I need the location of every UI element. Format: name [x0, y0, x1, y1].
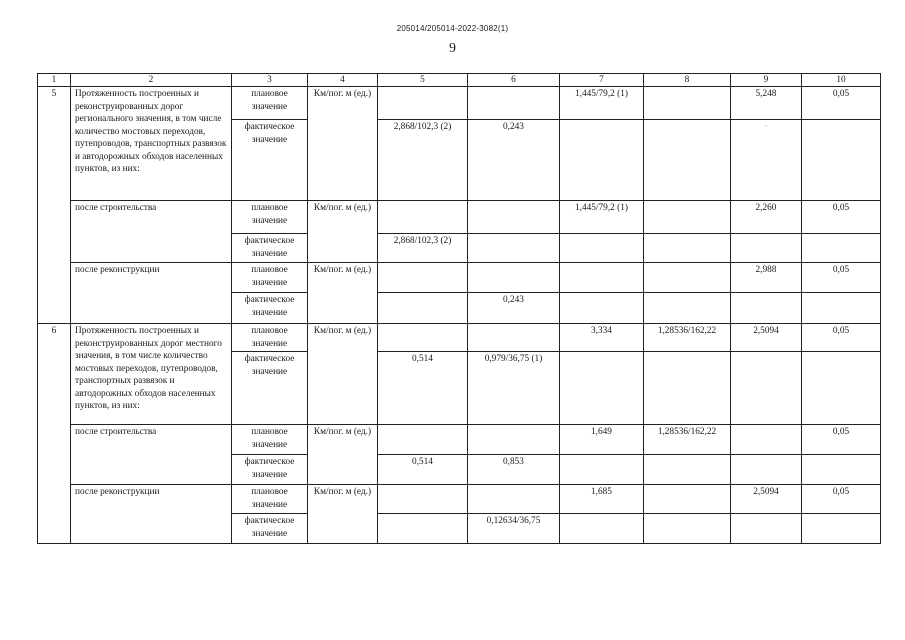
cell-c5: 2,868/102,3 (2) [378, 120, 468, 201]
value-type: плановое значение [232, 324, 308, 352]
table-row [38, 87, 881, 120]
cell-c6: 0,243 [468, 120, 560, 201]
cell-c6 [468, 425, 560, 455]
cell-c9 [731, 514, 802, 544]
cell-c5 [378, 485, 468, 514]
cell-c9 [731, 352, 802, 425]
cell-c10 [802, 293, 881, 324]
value-type: плановое значение [232, 87, 308, 120]
value-type: плановое значение [232, 485, 308, 514]
indicators-table [37, 73, 881, 544]
header-cell-9: 9 [731, 74, 802, 87]
row-number: 5 [38, 87, 71, 324]
value-type: фактическое значение [232, 514, 308, 544]
indicator-title: Протяженность построенных и реконструированных дорог местного значения, в том числе количество мостовых переходов, путепроводов, транспортных развязок и автодорожных обходов населенных пунктов, из них: [71, 324, 232, 425]
cell-c7 [560, 352, 644, 425]
sub-indicator-label: после реконструкции [71, 263, 232, 324]
cell-c10: 0,05 [802, 485, 881, 514]
cell-c8 [644, 293, 731, 324]
cell-c9: 2,5094 [731, 324, 802, 352]
cell-c10 [802, 514, 881, 544]
cell-c10 [802, 234, 881, 263]
value-type: плановое значение [232, 425, 308, 455]
cell-c8 [644, 352, 731, 425]
cell-c5: 2,868/102,3 (2) [378, 234, 468, 263]
cell-c8 [644, 485, 731, 514]
cell-c5: 0,514 [378, 455, 468, 485]
header-cell-10: 10 [802, 74, 881, 87]
cell-c9 [731, 234, 802, 263]
value-type: фактическое значение [232, 293, 308, 324]
cell-c9: 5,248 [731, 87, 802, 120]
cell-c10 [802, 120, 881, 201]
cell-c7 [560, 293, 644, 324]
cell-c6 [468, 263, 560, 293]
cell-c7: 1,445/79,2 (1) [560, 201, 644, 234]
cell-c10: 0,05 [802, 263, 881, 293]
cell-c8 [644, 120, 731, 201]
indicator-title: Протяженность построенных и реконструированных дорог регионального значения, в том числе количество мостовых переходов, путепроводов, транспортных развязок и автодорожных обходов населенных пунктов, из них: [71, 87, 232, 201]
cell-c8 [644, 87, 731, 120]
unit: Км/пог. м (ед.) [308, 87, 378, 201]
unit: Км/пог. м (ед.) [308, 485, 378, 544]
cell-c7 [560, 514, 644, 544]
table-row [38, 324, 881, 352]
cell-c6 [468, 234, 560, 263]
header-cell-3: 3 [232, 74, 308, 87]
sub-indicator-label: после строительства [71, 425, 232, 485]
cell-c10 [802, 352, 881, 425]
cell-c9: · [731, 120, 802, 201]
cell-c6 [468, 485, 560, 514]
unit: Км/пог. м (ед.) [308, 324, 378, 425]
cell-c9: 2,5094 [731, 485, 802, 514]
cell-c7 [560, 263, 644, 293]
cell-c10: 0,05 [802, 201, 881, 234]
cell-c5 [378, 324, 468, 352]
cell-c6 [468, 324, 560, 352]
cell-c10: 0,05 [802, 425, 881, 455]
value-type: фактическое значение [232, 234, 308, 263]
cell-c6: 0,853 [468, 455, 560, 485]
cell-c8 [644, 234, 731, 263]
cell-c8 [644, 514, 731, 544]
cell-c7: 1,685 [560, 485, 644, 514]
cell-c5 [378, 263, 468, 293]
cell-c8 [644, 263, 731, 293]
cell-c5: 0,514 [378, 352, 468, 425]
row-number: 6 [38, 324, 71, 544]
cell-c5 [378, 293, 468, 324]
cell-c7 [560, 234, 644, 263]
cell-c7: 1,649 [560, 425, 644, 455]
header-cell-5: 5 [378, 74, 468, 87]
header-cell-4: 4 [308, 74, 378, 87]
cell-c9: 2,988 [731, 263, 802, 293]
cell-c6: 0,12634/36,75 [468, 514, 560, 544]
cell-c5 [378, 514, 468, 544]
unit: Км/пог. м (ед.) [308, 425, 378, 485]
header-cell-1: 1 [38, 74, 71, 87]
cell-c5 [378, 201, 468, 234]
value-type: фактическое значение [232, 120, 308, 201]
document-id: 205014/205014-2022-3082(1) [396, 24, 509, 33]
table-row [38, 263, 881, 293]
sub-indicator-label: после строительства [71, 201, 232, 263]
cell-c9: 2,260 [731, 201, 802, 234]
cell-c6 [468, 201, 560, 234]
cell-c8 [644, 455, 731, 485]
cell-c7: 3,334 [560, 324, 644, 352]
sub-indicator-label: после реконструкции [71, 485, 232, 544]
cell-c10: 0,05 [802, 87, 881, 120]
cell-c10: 0,05 [802, 324, 881, 352]
cell-c6: 0,243 [468, 293, 560, 324]
cell-c6: 0,979/36,75 (1) [468, 352, 560, 425]
cell-c8: 1,28536/162,22 [644, 425, 731, 455]
value-type: фактическое значение [232, 352, 308, 425]
header-row [38, 74, 881, 87]
unit: Км/пог. м (ед.) [308, 263, 378, 324]
cell-c7 [560, 120, 644, 201]
table-row [38, 485, 881, 514]
cell-c6 [468, 87, 560, 120]
cell-c10 [802, 455, 881, 485]
cell-c7 [560, 455, 644, 485]
header-cell-2: 2 [71, 74, 232, 87]
header-cell-8: 8 [644, 74, 731, 87]
cell-c7: 1,445/79,2 (1) [560, 87, 644, 120]
value-type: фактическое значение [232, 455, 308, 485]
value-type: плановое значение [232, 263, 308, 293]
cell-c8: 1,28536/162,22 [644, 324, 731, 352]
cell-c9 [731, 293, 802, 324]
cell-c9 [731, 455, 802, 485]
table-row [38, 425, 881, 455]
table-row [38, 201, 881, 234]
value-type: плановое значение [232, 201, 308, 234]
header-cell-7: 7 [560, 74, 644, 87]
cell-c9 [731, 425, 802, 455]
cell-c8 [644, 201, 731, 234]
cell-c5 [378, 87, 468, 120]
unit: Км/пог. м (ед.) [308, 201, 378, 263]
page-number: 9 [449, 41, 456, 56]
cell-c5 [378, 425, 468, 455]
header-cell-6: 6 [468, 74, 560, 87]
